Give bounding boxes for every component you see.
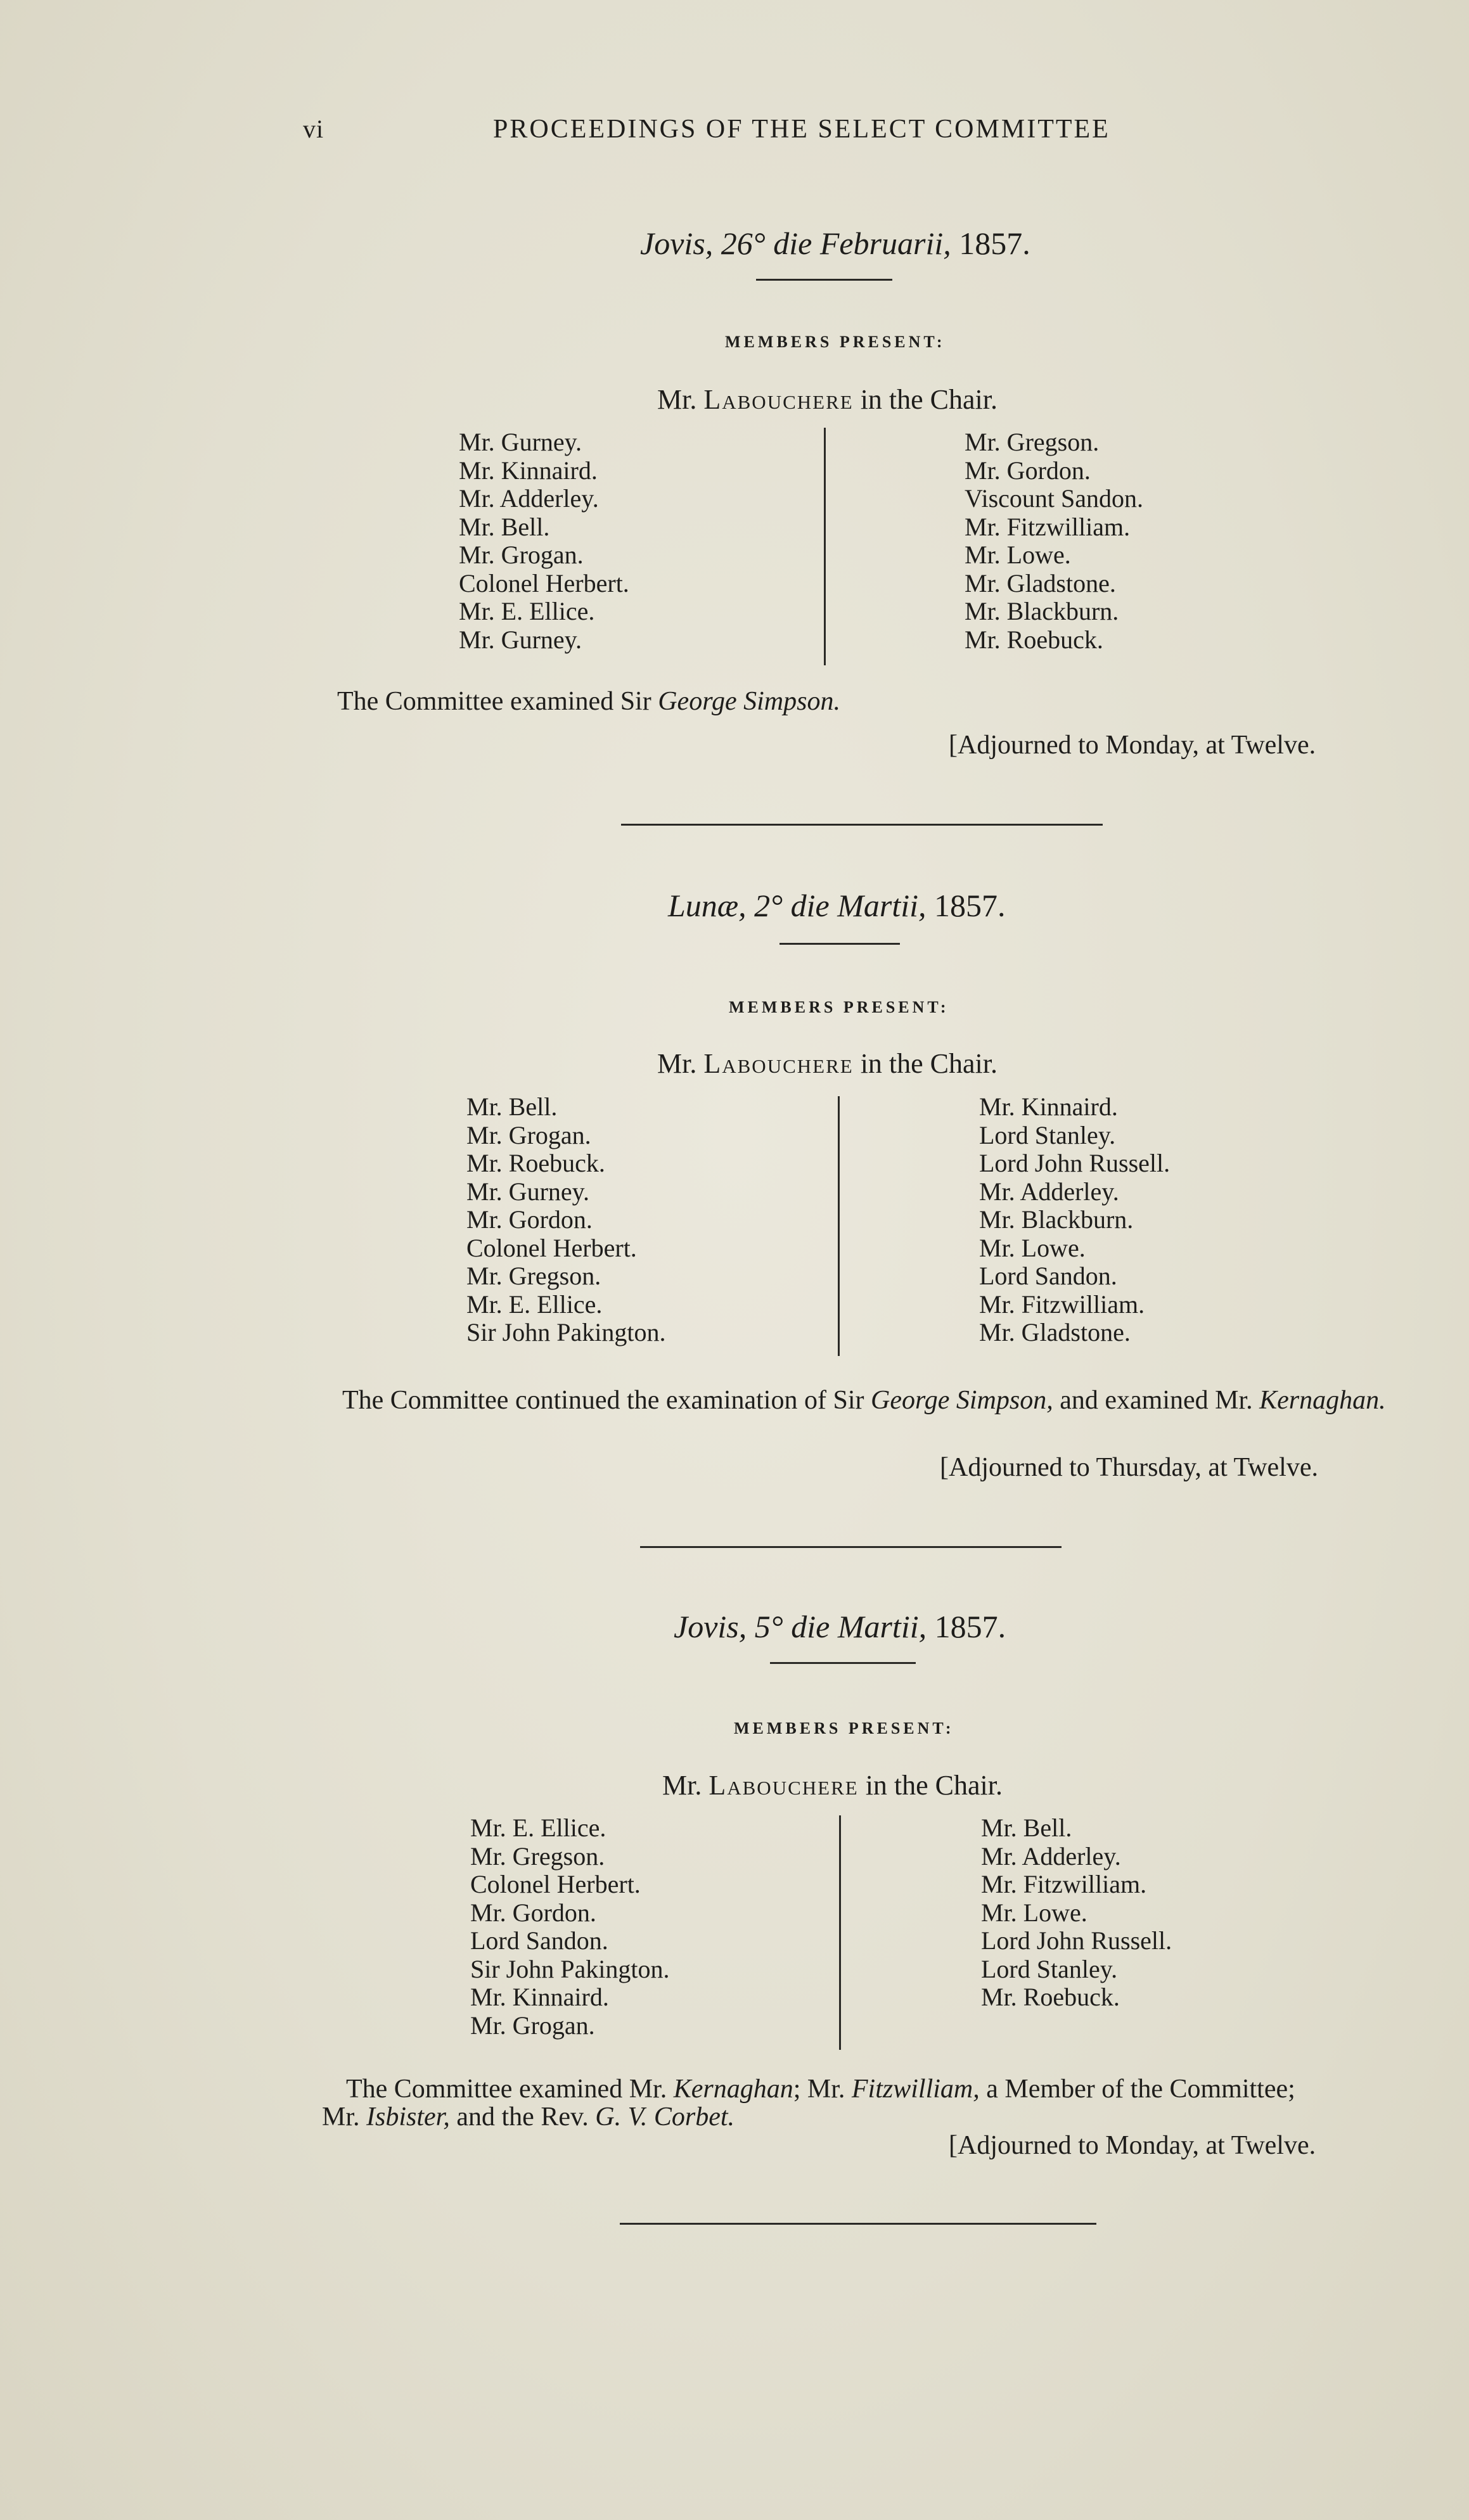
member-name: Mr. Fitzwilliam. <box>981 1870 1147 1898</box>
member-name: Lord Sandon. <box>979 1262 1117 1290</box>
member-name: Mr. Roebuck. <box>981 1983 1120 2011</box>
proceedings-text <box>320 1386 1397 1414</box>
member-name: Mr. Gurney. <box>459 428 582 456</box>
member-name: Lord John Russell. <box>979 1149 1171 1177</box>
member-name: Colonel Herbert. <box>459 568 629 598</box>
member-name: Mr. Blackburn. <box>979 1205 1134 1234</box>
member-name: Sir John Pakington. <box>470 1954 670 1983</box>
members-left-column <box>466 1093 665 1347</box>
running-head: PROCEEDINGS OF THE SELECT COMMITTEE <box>493 115 1110 144</box>
chair-line <box>657 1047 998 1080</box>
chair-line <box>662 1769 1003 1801</box>
member-name: Mr. Roebuck. <box>466 1149 605 1177</box>
chair-name: Labouchere <box>709 1770 859 1801</box>
member-name: Mr. Gordon. <box>470 1898 596 1927</box>
column-divider <box>838 1096 840 1356</box>
member-name: Lord Stanley. <box>981 1954 1118 1983</box>
member-name: Mr. Grogan. <box>466 1120 591 1149</box>
date-year: 1857. <box>959 226 1030 261</box>
chair-prefix: Mr. <box>662 1770 702 1801</box>
date-year: 1857. <box>934 888 1006 923</box>
members-present-label: MEMBERS PRESENT: <box>734 1719 954 1737</box>
witness-name: Fitzwilliam, <box>851 2075 980 2104</box>
sitting-date <box>640 225 1030 262</box>
member-name: Mr. Lowe. <box>981 1898 1087 1927</box>
page-header <box>303 114 1190 152</box>
date-day: Jovis, 5° die Martii, <box>674 1609 927 1644</box>
member-name: Mr. Bell. <box>459 512 550 541</box>
chair-line <box>657 383 998 416</box>
member-name: Mr. E. Ellice. <box>466 1289 603 1319</box>
chair-name: Labouchere <box>703 1048 854 1079</box>
chair-name: Labouchere <box>703 384 854 415</box>
member-name: Mr. Grogan. <box>470 2011 595 2040</box>
section-separator <box>620 2223 1096 2225</box>
member-name: Mr. Gregson. <box>470 1841 605 1871</box>
members-left-column <box>459 428 629 654</box>
witness-name: Isbister, <box>366 2102 450 2132</box>
member-name: Mr. Lowe. <box>979 1233 1086 1262</box>
member-name: Mr. Gordon. <box>965 456 1091 485</box>
member-name: Lord Sandon. <box>470 1926 608 1955</box>
page-number: vi <box>303 115 324 143</box>
date-rule <box>770 1662 916 1664</box>
member-name: Mr. Adderley. <box>459 484 599 513</box>
witness-name: George Simpson. <box>658 687 840 716</box>
proceedings-text-part: Mr. <box>322 2102 367 2132</box>
proceedings-line-1 <box>322 2075 1399 2103</box>
date-year: 1857. <box>934 1609 1006 1644</box>
date-day: Lunæ, 2° die Martii, <box>668 888 927 923</box>
member-name: Mr. E. Ellice. <box>470 1813 606 1842</box>
member-name: Sir John Pakington. <box>466 1318 666 1346</box>
proceedings-text-part: a Member of the Committee; <box>979 2075 1295 2104</box>
date-day: Jovis, 26° die Februarii, <box>640 226 951 261</box>
proceedings-text-part: ; Mr. <box>793 2075 852 2104</box>
column-divider <box>824 428 826 665</box>
member-name: Mr. Lowe. <box>965 540 1071 569</box>
sitting-date <box>668 887 1006 924</box>
date-rule <box>756 279 892 281</box>
member-name: Mr. E. Ellice. <box>459 597 595 625</box>
proceedings-line-2 <box>322 2103 1399 2131</box>
proceedings-text-part: and examined Mr. <box>1053 1386 1253 1415</box>
members-right-column <box>981 1814 1172 2012</box>
member-name: Mr. Gladstone. <box>979 1318 1131 1346</box>
chair-prefix: Mr. <box>657 384 697 415</box>
section-separator <box>621 824 1103 826</box>
member-name: Mr. Roebuck. <box>965 625 1103 654</box>
proceedings-text <box>337 688 1383 715</box>
witness-name: Kernaghan. <box>1259 1386 1386 1415</box>
chair-suffix: in the Chair. <box>860 384 998 415</box>
proceedings-text-part: and the Rev. <box>449 2102 596 2132</box>
member-name: Mr. Bell. <box>466 1092 558 1121</box>
member-name: Mr. Bell. <box>981 1813 1072 1842</box>
member-name: Lord John Russell. <box>981 1926 1172 1955</box>
members-present-label: MEMBERS PRESENT: <box>729 998 949 1016</box>
member-name: Lord Stanley. <box>979 1120 1116 1149</box>
adjourned-note: [Adjourned to Monday, at Twelve. <box>949 731 1316 760</box>
member-name: Mr. Gurney. <box>459 625 582 654</box>
chair-suffix: in the Chair. <box>860 1048 998 1079</box>
member-name: Mr. Kinnaird. <box>979 1092 1118 1121</box>
members-right-column <box>979 1093 1170 1347</box>
member-name: Mr. Fitzwilliam. <box>979 1289 1145 1319</box>
proceedings-text <box>322 2075 1399 2131</box>
member-name: Mr. Adderley. <box>981 1841 1121 1871</box>
adjourned-note: [Adjourned to Thursday, at Twelve. <box>940 1453 1318 1482</box>
member-name: Colonel Herbert. <box>466 1233 637 1262</box>
member-name: Mr. Gregson. <box>466 1262 601 1290</box>
sitting-date <box>674 1608 1006 1645</box>
chair-prefix: Mr. <box>657 1048 697 1079</box>
members-right-column <box>965 428 1143 654</box>
member-name: Colonel Herbert. <box>470 1870 641 1898</box>
member-name: Mr. Gladstone. <box>965 568 1116 598</box>
member-name: Mr. Grogan. <box>459 540 584 569</box>
chair-suffix: in the Chair. <box>865 1770 1003 1801</box>
adjourned-note: [Adjourned to Monday, at Twelve. <box>949 2131 1316 2160</box>
member-name: Mr. Adderley. <box>979 1177 1119 1206</box>
member-name: Mr. Fitzwilliam. <box>965 512 1131 541</box>
member-name: Mr. Kinnaird. <box>459 456 598 485</box>
witness-name: George Simpson, <box>870 1386 1053 1415</box>
section-separator <box>640 1546 1062 1548</box>
witness-name: G. V. Corbet. <box>595 2102 735 2132</box>
member-name: Mr. Kinnaird. <box>470 1983 609 2011</box>
members-left-column <box>470 1814 669 2040</box>
members-present-label: MEMBERS PRESENT: <box>725 333 946 351</box>
proceedings-text-part: The Committee continued the examination of Sir <box>342 1386 871 1415</box>
member-name: Mr. Blackburn. <box>965 597 1119 625</box>
member-name: Mr. Gurney. <box>466 1177 590 1206</box>
proceedings-text-part: The Committee examined Mr. <box>346 2075 674 2104</box>
member-name: Mr. Gordon. <box>466 1205 593 1234</box>
date-rule <box>779 943 900 945</box>
proceedings-text-part: The Committee examined Sir <box>337 687 658 716</box>
witness-name: Kernaghan <box>673 2075 793 2104</box>
member-name: Mr. Gregson. <box>965 428 1100 456</box>
member-name: Viscount Sandon. <box>965 484 1144 513</box>
column-divider <box>839 1815 841 2050</box>
